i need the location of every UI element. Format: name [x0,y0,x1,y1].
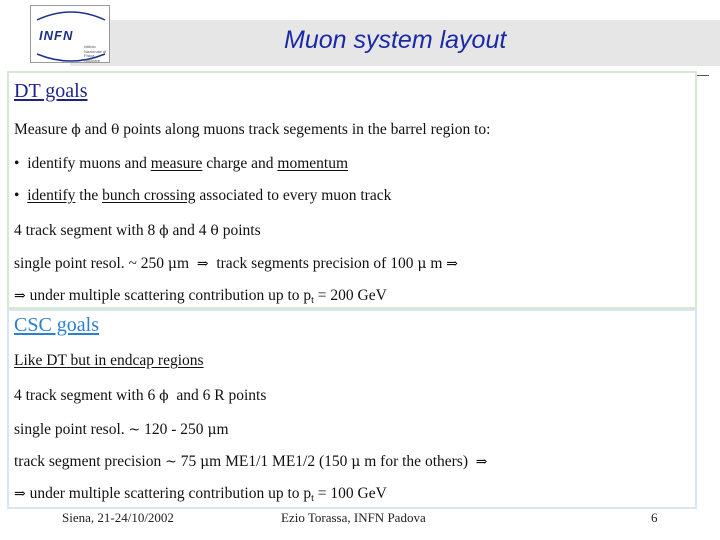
csc-scatter-sub: t [311,493,314,504]
dt-intro-a: Measure [14,121,68,138]
dt-resol-a: single point resol. ~ 250 [14,255,165,272]
csc-line1-c: but in endcap regions [70,352,204,369]
dt-intro-b: and [84,121,108,138]
dt-bullet2-a: identify [27,187,76,204]
tilde-symbol: ~ [128,422,141,438]
csc-scatter-b: = 100 GeV [317,485,387,502]
csc-goals-panel [7,309,697,509]
dt-segment-line [14,222,261,240]
csc-scatter-a: under multiple scattering contribution up to p [29,485,312,502]
csc-segment-line [14,387,266,405]
dt-scatter-line [14,287,387,306]
logo-subtext: Istituto Nazionale di Fisica Nucleare [84,44,107,63]
csc-precision-b: 75 [180,453,197,470]
dt-bullet2-b: the [79,187,99,204]
csc-precision-line [14,453,487,471]
dt-segment-a: 4 track segment with 8 [14,222,156,239]
dt-segment-b: and 4 [172,222,207,239]
dt-resol-c: track segments precision of 100 [216,255,414,272]
phi-symbol: ϕ [159,388,169,404]
dt-bullet-1 [14,155,348,173]
mu-symbol: μ [200,454,210,470]
dt-resol-line [14,255,458,273]
csc-resol-a: single point resol. [14,421,125,438]
logo-text: INFN [39,28,74,43]
csc-segment-b: and 6 R points [176,387,267,404]
corner-divider [697,75,709,76]
bullet-dot: • [14,187,24,204]
csc-resol-line [14,421,229,439]
csc-segment-a: 4 track segment with 6 [14,387,156,404]
dt-intro-line [14,121,490,139]
implies-arrow-icon: ⇒ [446,256,458,272]
mu-symbol: μ [207,422,217,438]
footer-date: Siena, 21-24/10/2002 [62,510,174,525]
csc-line1-b: DT [46,352,67,369]
infn-logo [30,5,110,63]
implies-arrow-icon: ⇒ [14,288,26,304]
implies-arrow-icon: ⇒ [14,486,26,502]
mu-symbol: μ [417,256,427,272]
dt-scatter-b: = 200 GeV [317,287,387,304]
csc-line-1 [14,352,204,370]
dt-bullet2-d: associated to every muon track [199,187,392,204]
csc-heading: CSC goals [14,314,100,336]
mu-symbol: μ [351,454,361,470]
dt-segment-c: points [222,222,261,239]
dt-intro-c: points along muons track segements in the barrel region to: [123,121,491,138]
theta-symbol: θ [110,122,120,138]
csc-scatter-line [14,485,387,504]
phi-symbol: ϕ [71,122,81,138]
dt-resol-d: m [430,255,443,272]
dt-heading: DT goals [14,80,88,102]
tilde-symbol: ~ [165,454,177,470]
dt-bullet1-d: momentum [277,155,349,172]
dt-bullet1-a: identify muons and [27,155,147,172]
dt-scatter-a: under multiple scattering contribution up to p [29,287,312,304]
page-number: 6 [651,510,658,525]
csc-precision-a: track segment precision [14,453,162,470]
dt-scatter-sub: t [311,295,314,306]
implies-arrow-icon: ⇒ [196,256,209,272]
theta-symbol: θ [210,223,219,239]
phi-symbol: ϕ [159,223,169,239]
mu-symbol: μ [167,256,178,272]
dt-resol-b: m [177,255,190,272]
implies-arrow-icon: ⇒ [475,454,488,470]
csc-resol-b: 120 - 250 [144,421,204,438]
footer-author: Ezio Torassa, INFN Padova [281,510,426,525]
slide-title: Muon system layout [284,26,507,54]
dt-bullet1-c: charge and [206,155,274,172]
csc-resol-c: m [216,421,229,438]
dt-bullet1-b: measure [150,155,203,172]
csc-precision-d: m for the others) [364,453,468,470]
csc-precision-c: m ME1/1 ME1/2 (150 [209,453,348,470]
csc-line1-a: Like [14,352,43,369]
dt-bullet-2 [14,187,391,205]
bullet-dot: • [14,155,24,172]
dt-bullet2-c: bunch crossing [102,187,196,204]
